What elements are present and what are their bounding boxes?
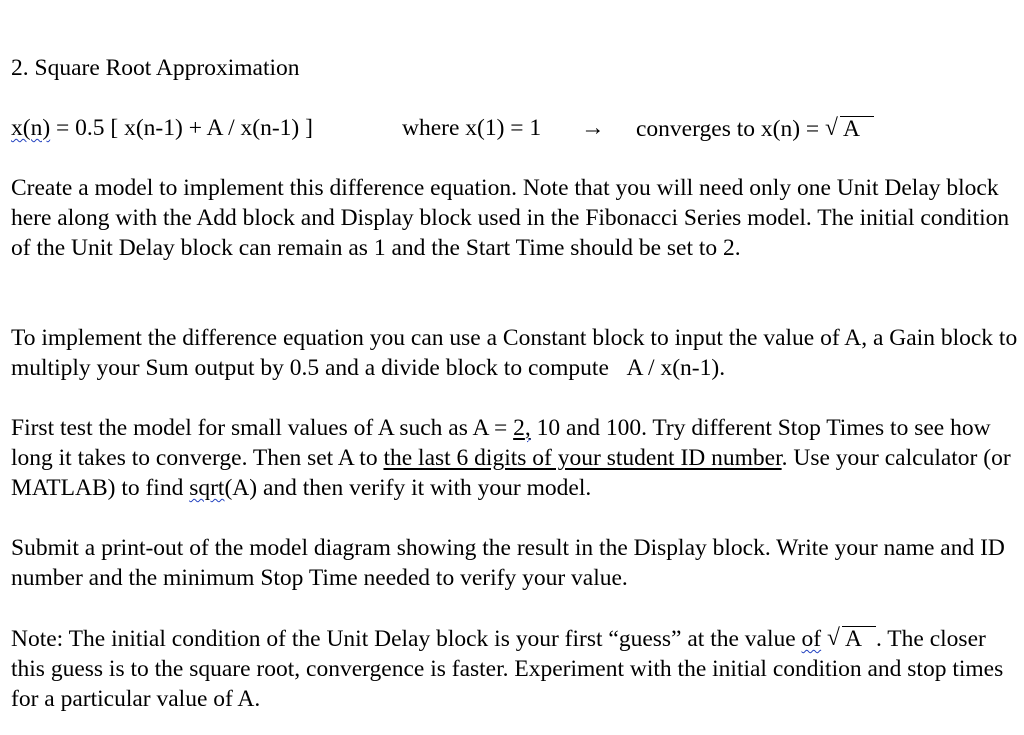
- radical-sign: √: [825, 115, 838, 141]
- right-arrow-icon: →: [581, 115, 605, 141]
- comma-mark: ,: [524, 415, 531, 441]
- p3-text-4: (A) and then verify it with your model.: [224, 475, 592, 501]
- value-2-underlined: [513, 415, 531, 441]
- section-heading: 2. Square Root Approximation: [11, 55, 300, 81]
- p3-text-1: First test the model for small values of A such as A =: [11, 415, 514, 441]
- value-2: 2: [513, 415, 525, 441]
- converges-text: converges to x(n) =: [636, 116, 826, 142]
- paragraph-implementation: To implement the difference equation you can use a Constant block to input the value of A, a Gain block to multiply your Sum output by 0.5 and a divide block to compute A / x(n-1).: [11, 325, 1018, 381]
- equation-left: [11, 113, 313, 143]
- paragraph-testing: [11, 413, 1023, 503]
- p5-text-2: The closer this guess is to the square root, convergence is faster. Experiment with the initial condition and stop times for a particular value of A.: [11, 626, 1004, 712]
- paragraph-note: [11, 623, 1021, 714]
- p5-text-1: Note: The initial condition of the Unit Delay block is your first “guess” at the value: [11, 626, 802, 652]
- equation-lhs-var: x(n): [11, 115, 51, 141]
- student-id-underlined: the last 6 digits of your student ID number: [383, 445, 782, 471]
- equation-line: [11, 113, 1011, 143]
- radicand: A: [840, 116, 874, 141]
- sqrt-a-expression: [825, 113, 874, 144]
- initial-condition: where x(1) = 1: [402, 115, 542, 141]
- convergence-statement: [636, 113, 874, 144]
- sqrt-word: sqrt: [189, 475, 225, 501]
- radical-sign-note: √: [827, 625, 840, 651]
- p3-text-3: . Use your calculator (or MATLAB) to find: [11, 445, 1011, 501]
- sqrt-a-note: [827, 623, 876, 654]
- note-period: .: [875, 626, 882, 652]
- of-word: of: [801, 626, 822, 652]
- paragraph-model-instructions: Create a model to implement this difference equation. Note that you will need only one Unit Delay block here along with the Add block and Display block used in the Fibonacci Series model. The initial condition of the Unit Delay block can remain as 1 and the Start Time should be set to 2.: [11, 175, 1010, 261]
- paragraph-submission: Submit a print-out of the model diagram showing the result in the Display block. Write your name and ID number and the minimum Stop Time needed to verify your value.: [11, 535, 1005, 591]
- p3-text-2: 10 and 100. Try different Stop Times to see how long it takes to converge. Then set A to: [11, 415, 991, 471]
- radicand-note: A: [842, 626, 876, 651]
- equation-rhs: = 0.5 [ x(n-1) + A / x(n-1) ]: [50, 115, 313, 141]
